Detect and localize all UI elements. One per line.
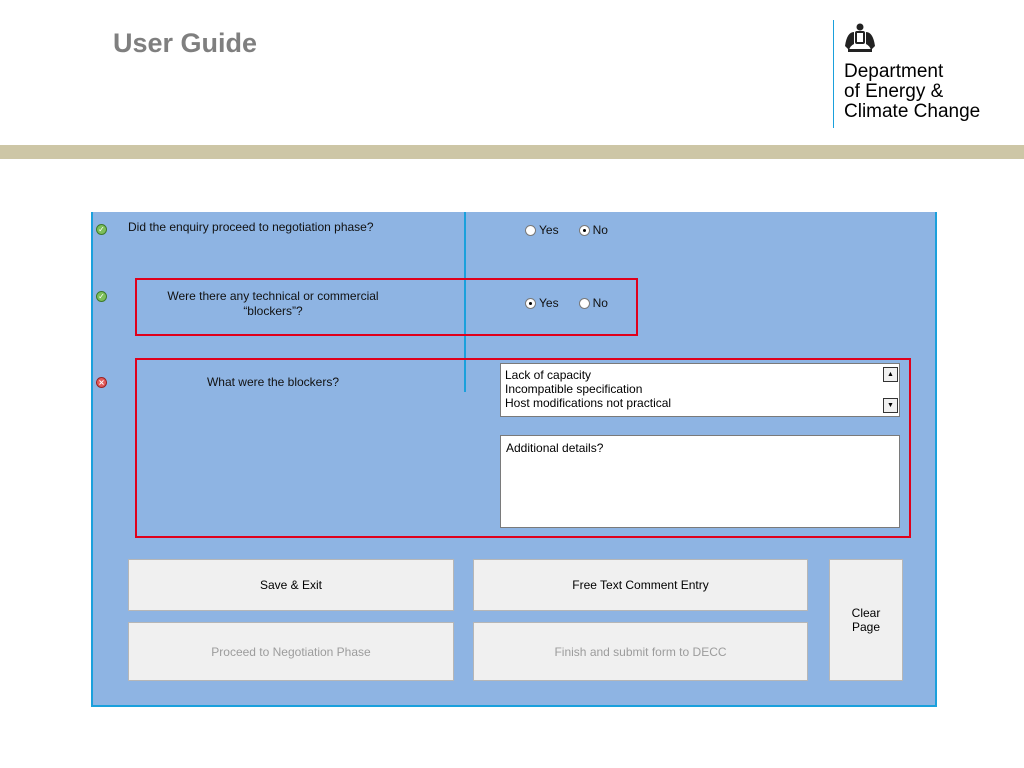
clear-page-button[interactable] [829,559,903,681]
radio-label: Yes [539,296,559,310]
free-text-comment-button[interactable]: Free Text Comment Entry [473,559,808,611]
radio-selected-icon [525,298,536,309]
department-line: of Energy & [844,81,944,102]
status-ok-icon: ✓ [96,291,107,302]
negotiation-yes-radio[interactable] [525,223,559,237]
finish-submit-button[interactable]: Finish and submit form to DECC [473,622,808,681]
form-panel [91,212,937,707]
list-item[interactable]: Lack of capacity [505,368,592,382]
scroll-up-icon[interactable]: ▲ [883,367,898,382]
list-item[interactable]: Host modifications not practical [505,396,672,410]
radio-label: Yes [539,223,559,237]
question-what-blockers: What were the blockers? [206,375,340,389]
radio-selected-icon [579,225,590,236]
negotiation-radio-group [525,223,628,237]
department-line: Department [844,61,944,82]
question-line: “blockers”? [243,304,303,318]
question-blockers [143,289,403,319]
blockers-no-radio[interactable] [579,296,608,310]
department-logo [833,20,1023,128]
radio-circle-icon [579,298,590,309]
blockers-yes-radio[interactable] [525,296,559,310]
button-label: Clear [851,606,881,620]
negotiation-no-radio[interactable] [579,223,608,237]
status-ok-icon: ✓ [96,224,107,235]
question-line: Were there any technical or commercial [167,289,379,303]
header-band [0,145,1024,159]
guide-title: User Guide [113,28,258,58]
button-label: Page [851,620,881,634]
blockers-listbox[interactable] [500,363,900,417]
additional-details-textarea[interactable]: Additional details? [500,435,900,528]
save-exit-button[interactable]: Save & Exit [128,559,454,611]
logo-divider [833,20,834,128]
scroll-down-icon[interactable]: ▼ [883,398,898,413]
radio-circle-icon [525,225,536,236]
radio-label: No [592,296,608,310]
blockers-radio-group [525,296,628,310]
department-line: Climate Change [844,101,981,122]
proceed-negotiation-button[interactable]: Proceed to Negotiation Phase [128,622,454,681]
list-item[interactable]: Incompatible specification [505,382,643,396]
royal-coat-of-arms-icon [843,22,877,54]
department-name [844,62,980,122]
radio-label: No [592,223,608,237]
status-error-icon: × [96,377,107,388]
listbox-scrollbar[interactable] [883,367,898,413]
question-negotiation: Did the enquiry proceed to negotiation phase? [128,220,374,234]
